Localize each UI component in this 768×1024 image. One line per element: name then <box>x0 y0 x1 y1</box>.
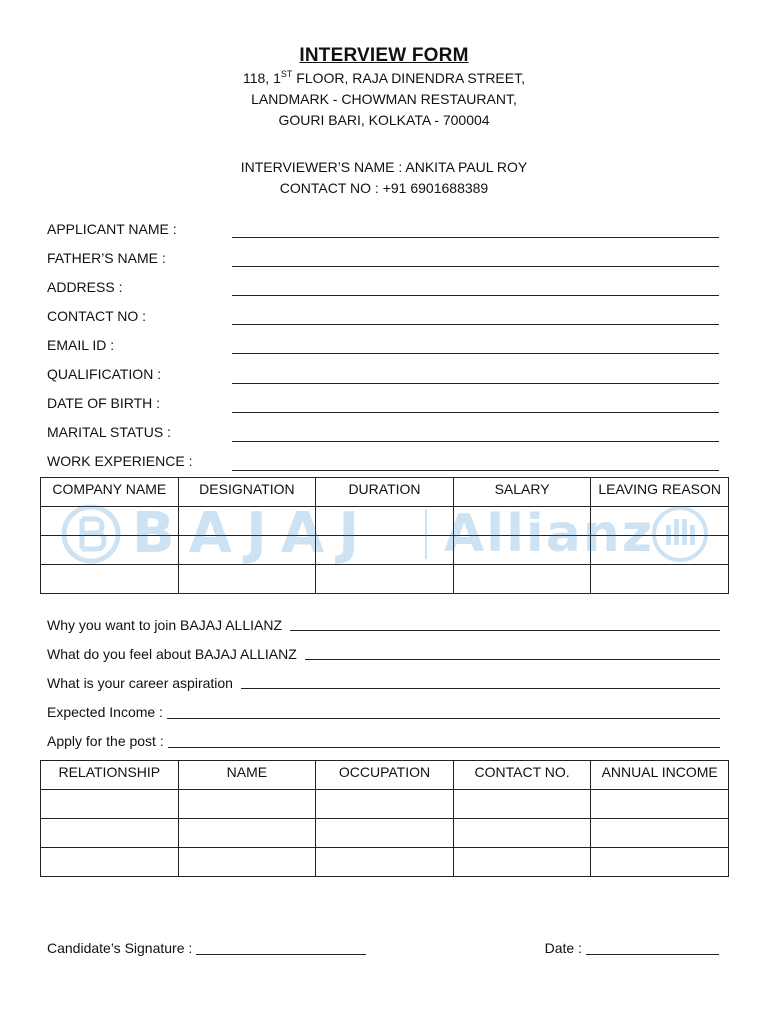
field-label: EMAIL ID : <box>47 336 115 353</box>
table-row <box>41 790 729 819</box>
question-label: Expected Income : <box>47 704 163 721</box>
table-cell[interactable] <box>453 819 591 848</box>
table-cell[interactable] <box>591 507 729 536</box>
field-label: CONTACT NO : <box>47 307 147 324</box>
table-cell[interactable] <box>178 536 316 565</box>
table-cell[interactable] <box>453 790 591 819</box>
table-cell[interactable] <box>316 819 454 848</box>
table-cell[interactable] <box>178 565 316 594</box>
question-career-aspiration <box>47 668 720 697</box>
field-date-of-birth <box>47 389 719 418</box>
marital-status-line[interactable] <box>232 441 719 442</box>
field-label: MARITAL STATUS : <box>47 424 171 441</box>
field-fathers-name <box>47 243 719 272</box>
table-cell[interactable] <box>316 565 454 594</box>
signature-line[interactable] <box>196 954 366 955</box>
table-cell[interactable] <box>178 507 316 536</box>
answer-line[interactable] <box>305 659 720 660</box>
applicant-name-line[interactable] <box>232 237 719 238</box>
table-cell[interactable] <box>591 848 729 877</box>
table-cell[interactable] <box>453 536 591 565</box>
field-marital-status <box>47 418 719 447</box>
date-label: Date : <box>544 940 582 956</box>
field-work-experience <box>47 447 719 476</box>
field-applicant-name <box>47 214 719 243</box>
table-row <box>41 507 729 536</box>
email-id-line[interactable] <box>232 353 719 354</box>
contact-no-line[interactable] <box>232 324 719 325</box>
table-cell[interactable] <box>41 848 179 877</box>
answer-line[interactable] <box>167 718 720 719</box>
field-contact-no <box>47 301 719 330</box>
table-cell[interactable] <box>591 790 729 819</box>
answer-line[interactable] <box>290 630 720 631</box>
fathers-name-line[interactable] <box>232 266 719 267</box>
table-cell[interactable] <box>591 536 729 565</box>
question-label: Why you want to join BAJAJ ALLIANZ <box>47 616 286 633</box>
work-experience-table <box>40 477 729 594</box>
column-header: RELATIONSHIP <box>41 761 179 790</box>
answer-line[interactable] <box>168 747 720 748</box>
date-line[interactable] <box>586 954 719 955</box>
question-apply-post <box>47 727 720 756</box>
field-label: ADDRESS : <box>47 278 123 295</box>
table-cell[interactable] <box>41 536 179 565</box>
table-cell[interactable] <box>316 507 454 536</box>
table-cell[interactable] <box>41 507 179 536</box>
column-header: OCCUPATION <box>316 761 454 790</box>
form-title: INTERVIEW FORM <box>299 45 469 66</box>
field-label: FATHER’S NAME : <box>47 249 166 266</box>
address-line[interactable] <box>232 295 719 296</box>
table-cell[interactable] <box>178 848 316 877</box>
watermark-brand-left: BAJAJ <box>132 501 374 566</box>
qualification-line[interactable] <box>232 383 719 384</box>
table-row <box>41 819 729 848</box>
form-header <box>0 44 768 131</box>
table-cell[interactable] <box>178 819 316 848</box>
question-label: What is your career aspiration <box>47 674 237 691</box>
table-cell[interactable] <box>41 565 179 594</box>
table-cell[interactable] <box>453 848 591 877</box>
work-experience-line[interactable] <box>232 470 719 471</box>
table-header-row <box>41 761 729 790</box>
field-qualification <box>47 359 719 388</box>
question-label: Apply for the post : <box>47 733 164 750</box>
column-header: DURATION <box>316 478 454 507</box>
table-cell[interactable] <box>316 536 454 565</box>
column-header: COMPANY NAME <box>41 478 179 507</box>
question-label: What do you feel about BAJAJ ALLIANZ <box>47 645 301 662</box>
table-row <box>41 565 729 594</box>
column-header: SALARY <box>453 478 591 507</box>
table-cell[interactable] <box>316 848 454 877</box>
watermark-brand-right: Allianz <box>444 504 655 564</box>
table-cell[interactable] <box>316 790 454 819</box>
signature-field <box>47 940 366 956</box>
question-expected-income <box>47 698 720 727</box>
field-label: WORK EXPERIENCE : <box>47 453 193 470</box>
column-header: CONTACT NO. <box>453 761 591 790</box>
table-cell[interactable] <box>591 819 729 848</box>
field-label: QUALIFICATION : <box>47 366 162 383</box>
address-line-1: 118, 1ST FLOOR, RAJA DINENDRA STREET, <box>242 69 525 86</box>
interviewer-contact: CONTACT NO : +91 6901688389 <box>279 180 489 196</box>
interviewer-name: INTERVIEWER’S NAME : ANKITA PAUL ROY <box>240 159 528 175</box>
signature-label: Candidate’s Signature : <box>47 940 193 956</box>
table-cell[interactable] <box>453 507 591 536</box>
questions-section <box>47 610 720 756</box>
field-email-id <box>47 330 719 359</box>
form-footer <box>47 940 719 964</box>
table-cell[interactable] <box>178 790 316 819</box>
field-label: APPLICANT NAME : <box>47 220 177 237</box>
question-feel-about <box>47 639 720 668</box>
interviewer-info <box>0 157 768 199</box>
table-row <box>41 536 729 565</box>
column-header: ANNUAL INCOME <box>591 761 729 790</box>
column-header: DESIGNATION <box>178 478 316 507</box>
table-cell[interactable] <box>453 565 591 594</box>
family-details-table <box>40 760 729 877</box>
field-label: DATE OF BIRTH : <box>47 395 161 412</box>
table-cell[interactable] <box>591 565 729 594</box>
field-address <box>47 272 719 301</box>
table-cell[interactable] <box>41 790 179 819</box>
address-line-3: GOURI BARI, KOLKATA - 700004 <box>278 112 490 128</box>
question-why-join <box>47 610 720 639</box>
table-row <box>41 848 729 877</box>
address-line-2: LANDMARK - CHOWMAN RESTAURANT, <box>251 91 517 107</box>
date-field <box>545 940 719 956</box>
answer-line[interactable] <box>241 688 720 689</box>
applicant-fields <box>47 214 719 476</box>
column-header: LEAVING REASON <box>591 478 729 507</box>
table-cell[interactable] <box>41 819 179 848</box>
table-header-row <box>41 478 729 507</box>
column-header: NAME <box>178 761 316 790</box>
date-of-birth-line[interactable] <box>232 412 719 413</box>
